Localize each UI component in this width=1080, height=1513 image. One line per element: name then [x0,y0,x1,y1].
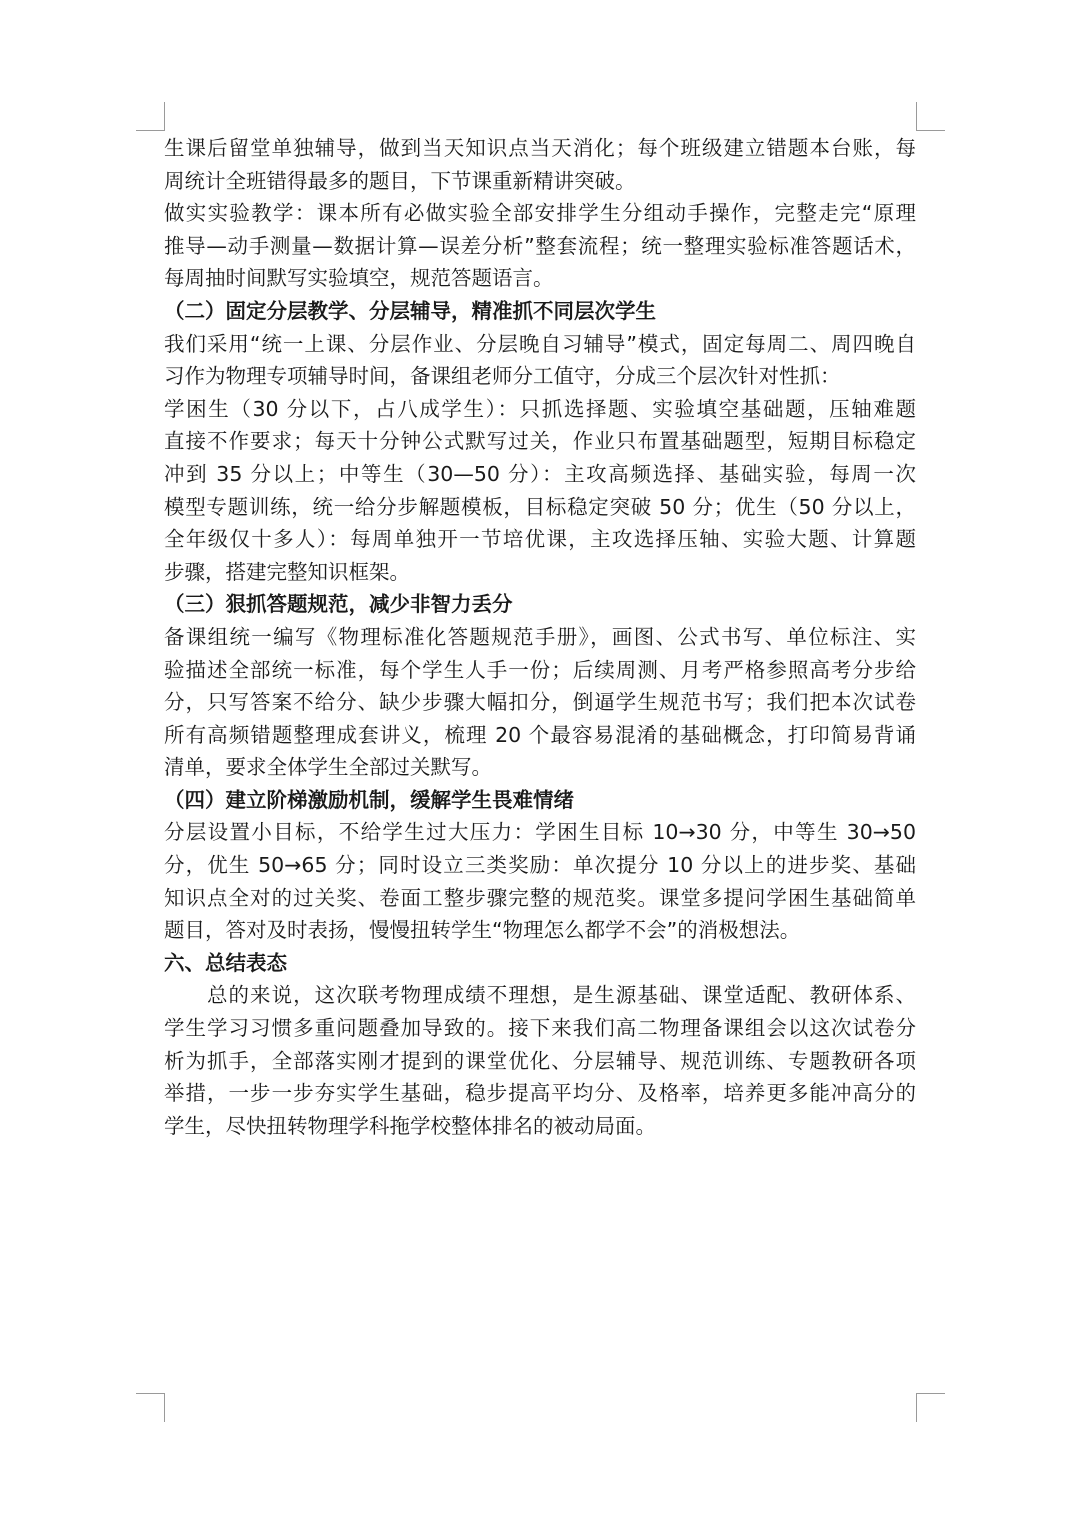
body-text-line: 直接不作要求；每天十分钟公式默写过关，作业只布置基础题型，短期目标稳定 [164,429,916,454]
body-text-line: 学困生（30 分以下，占八成学生）：只抓选择题、实验填空基础题，压轴难题 [164,396,916,421]
body-text-line: 分，只写答案不给分、缺少步骤大幅扣分，倒逼学生规范书写；我们把本次试卷 [164,690,916,715]
crop-mark-bottom-right [916,1393,945,1422]
body-text-line: 验描述全部统一标准，每个学生人手一份；后续周测、月考严格参照高考分步给 [164,657,916,682]
section-heading: 六、总结表态 [164,950,287,975]
body-text-line: 冲到 35 分以上；中等生（30—50 分）：主攻高频选择、基础实验，每周一次 [164,461,916,486]
body-text-line: 周统计全班错得最多的题目，下节课重新精讲突破。 [164,168,636,193]
crop-mark-bottom-left [136,1393,165,1422]
body-text-line: 分，优生 50→65 分；同时设立三类奖励：单次提分 10 分以上的进步奖、基础 [164,853,916,878]
body-text-line: 总的来说，这次联考物理成绩不理想，是生源基础、课堂适配、教研体系、 [164,983,916,1008]
section-heading: （二）固定分层教学、分层辅导，精准抓不同层次学生 [164,298,656,323]
crop-mark-top-right [916,102,945,131]
body-text-line: 做实实验教学：课本所有必做实验全部安排学生分组动手操作，完整走完“原理 [164,201,916,226]
body-text-line: 每周抽时间默写实验填空，规范答题语言。 [164,266,554,291]
body-text-line: 知识点全对的过关奖、卷面工整步骤完整的规范奖。课堂多提问学困生基础简单 [164,885,916,910]
body-text-line: 我们采用“统一上课、分层作业、分层晚自习辅导”模式，固定每周二、周四晚自 [164,331,916,356]
crop-mark-top-left [136,102,165,131]
body-text-line: 模型专题训练，统一给分步解题模板，目标稳定突破 50 分；优生（50 分以上， [164,494,916,519]
body-text-line: 分层设置小目标，不给学生过大压力：学困生目标 10→30 分，中等生 30→50 [164,820,916,845]
body-text-line: 全年级仅十多人）：每周单独开一节培优课，主攻选择压轴、实验大题、计算题 [164,527,916,552]
body-text-line: 生课后留堂单独辅导，做到当天知识点当天消化；每个班级建立错题本台账，每 [164,136,916,160]
body-text-line: 习作为物理专项辅导时间，备课组老师分工值守，分成三个层次针对性抓： [164,364,841,389]
document-body [164,132,916,1142]
section-heading: （三）狠抓答题规范，减少非智力丢分 [164,592,513,617]
section-heading: （四）建立阶梯激励机制，缓解学生畏难情绪 [164,787,574,812]
body-text-line: 备课组统一编写《物理标准化答题规范手册》，画图、公式书写、单位标注、实 [164,624,916,649]
body-text-line: 学生学习习惯多重问题叠加导致的。接下来我们高二物理备课组会以这次试卷分 [164,1016,916,1041]
body-text-line: 推导—动手测量—数据计算—误差分析”整套流程；统一整理实验标准答题话术， [164,233,916,258]
body-text-line: 步骤，搭建完整知识框架。 [164,559,410,584]
body-text-line: 学生，尽快扭转物理学科拖学校整体排名的被动局面。 [164,1113,656,1138]
body-text-line: 题目，答对及时表扬，慢慢扭转学生“物理怎么都学不会”的消极想法。 [164,918,801,943]
body-text-line: 所有高频错题整理成套讲义，梳理 20 个最容易混淆的基础概念，打印简易背诵 [164,722,916,747]
body-text-line: 举措，一步一步夯实学生基础，稳步提高平均分、及格率，培养更多能冲高分的 [164,1081,916,1106]
body-text-line: 析为抓手，全部落实刚才提到的课堂优化、分层辅导、规范训练、专题教研各项 [164,1048,916,1073]
body-text-line: 清单，要求全体学生全部过关默写。 [164,755,492,780]
